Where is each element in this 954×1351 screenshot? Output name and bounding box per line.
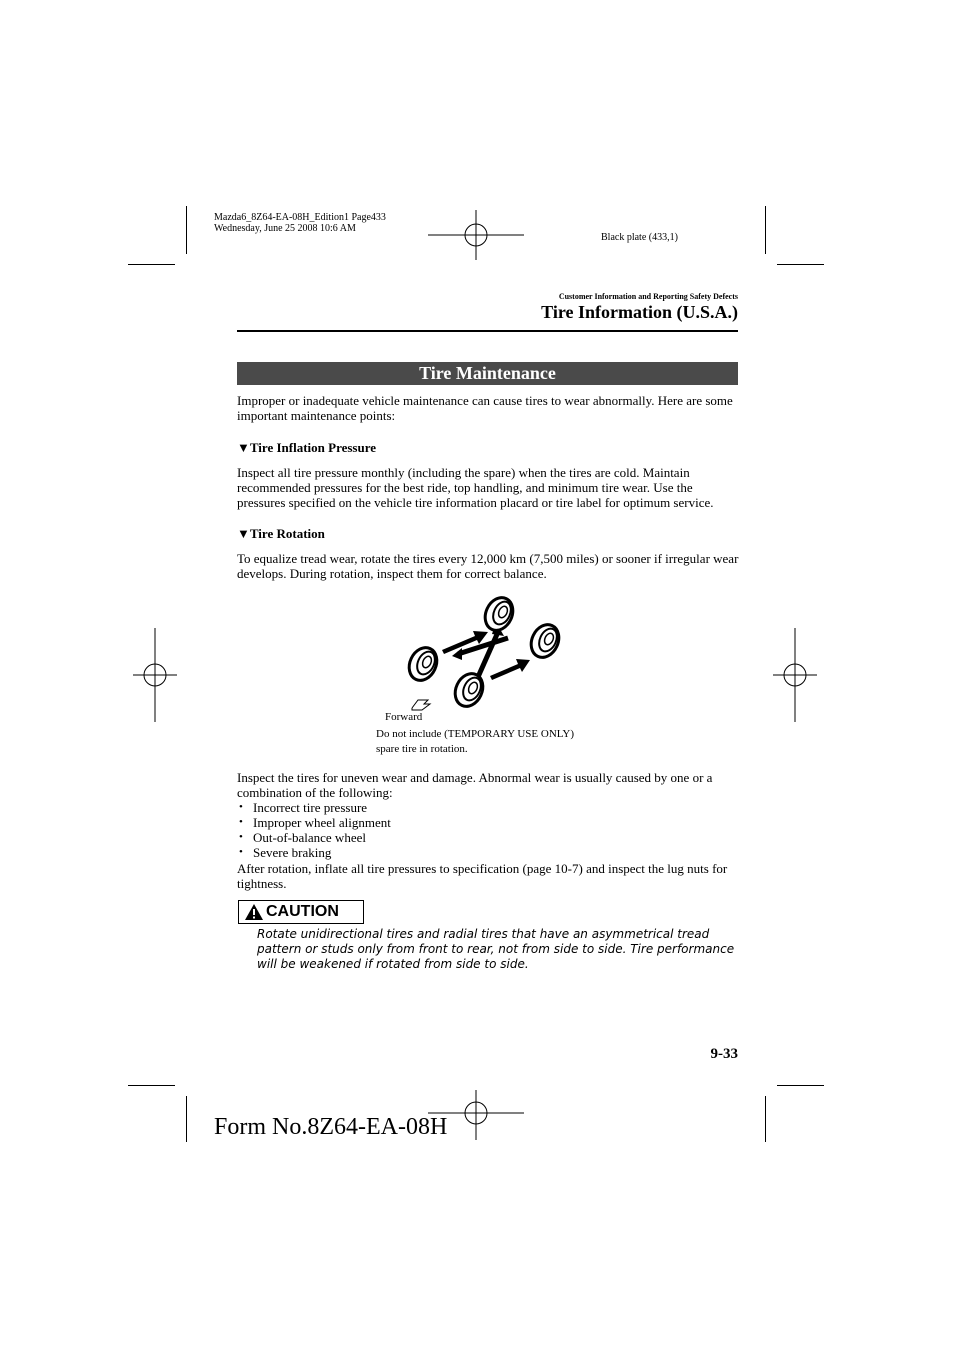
inflation-heading-text: Tire Inflation Pressure [249, 440, 377, 455]
section-label: Customer Information and Reporting Safety Defects [558, 292, 738, 301]
rotation-paragraph: To equalize tread wear, rotate the tires every 12,000 km (7,500 miles) or sooner if irregular wear develops. During rotation, inspect them for correct balance. [237, 551, 739, 581]
inflation-paragraph: Inspect all tire pressure monthly (including the spare) when the tires are cold. Maintain recommended pressures for the best ride, top handling, and minimum tire wear. Use the pressures specified on the vehicle tire information placard or tire label for optimum service. [237, 465, 714, 510]
crop-mark [777, 264, 824, 265]
tire-rotation-diagram [400, 594, 570, 714]
slug-plate-line: Black plate (433,1) [601, 232, 678, 243]
after-rotation-paragraph: After rotation, inflate all tire pressures to specification (page 10-7) and inspect the lug nuts for tightness. [237, 861, 728, 891]
list-item: • Severe braking [237, 845, 637, 860]
tire-icon [450, 669, 488, 711]
triangle-marker-icon: ▼ [237, 526, 250, 541]
crop-mark [765, 1096, 766, 1142]
form-number: Form No.8Z64-EA-08H [214, 1114, 448, 1140]
forward-label: Forward [385, 711, 423, 723]
warning-icon [244, 903, 264, 921]
crop-mark [186, 206, 187, 254]
crop-mark [765, 206, 766, 254]
tire-icon [526, 620, 564, 662]
inflation-heading [237, 440, 376, 456]
registration-mark-icon [773, 628, 817, 722]
slug-file-line: Mazda6_8Z64-EA-08H_Edition1 Page433 [214, 212, 386, 223]
intro-paragraph: Improper or inadequate vehicle maintenance can cause tires to wear abnormally. Here are some important maintenance points: [237, 393, 733, 423]
crop-mark [128, 264, 175, 265]
page-number: 9-33 [710, 1046, 738, 1062]
section-banner: Tire Maintenance [237, 362, 738, 385]
tire-icon [480, 594, 518, 635]
crop-mark [777, 1085, 824, 1086]
crop-mark [186, 1096, 187, 1142]
figure-caption-line: Do not include (TEMPORARY USE ONLY) [376, 728, 575, 740]
triangle-marker-icon: ▼ [237, 440, 250, 455]
rotation-heading [237, 526, 325, 542]
rotation-heading-text: Tire Rotation [249, 526, 325, 541]
registration-mark-icon [428, 210, 524, 260]
tire-icon [404, 643, 442, 685]
figure-caption-line: spare tire in rotation. [376, 743, 468, 755]
crop-mark [128, 1085, 175, 1086]
forward-arrow-icon [412, 700, 430, 710]
list-item: • Improper wheel alignment [237, 815, 637, 830]
page-title: Tire Information (U.S.A.) [541, 302, 738, 322]
header-rule [237, 330, 738, 332]
list-item: • Out-of-balance wheel [237, 830, 637, 845]
causes-list [237, 800, 637, 860]
list-item: • Incorrect tire pressure [237, 800, 637, 815]
inspect-paragraph: Inspect the tires for uneven wear and damage. Abnormal wear is usually caused by one or a combination of the following: [237, 770, 713, 800]
caution-label: CAUTION [266, 903, 339, 920]
slug-date-line: Wednesday, June 25 2008 10:6 AM [214, 223, 356, 234]
caution-text: Rotate unidirectional tires and radial tires that have an asymmetrical tread pattern or studs only from front to rear, not from side to side. Tire performance will be weakened if rotated from side to side. [257, 927, 735, 971]
registration-mark-icon [133, 628, 177, 722]
caution-label-box [238, 900, 364, 924]
